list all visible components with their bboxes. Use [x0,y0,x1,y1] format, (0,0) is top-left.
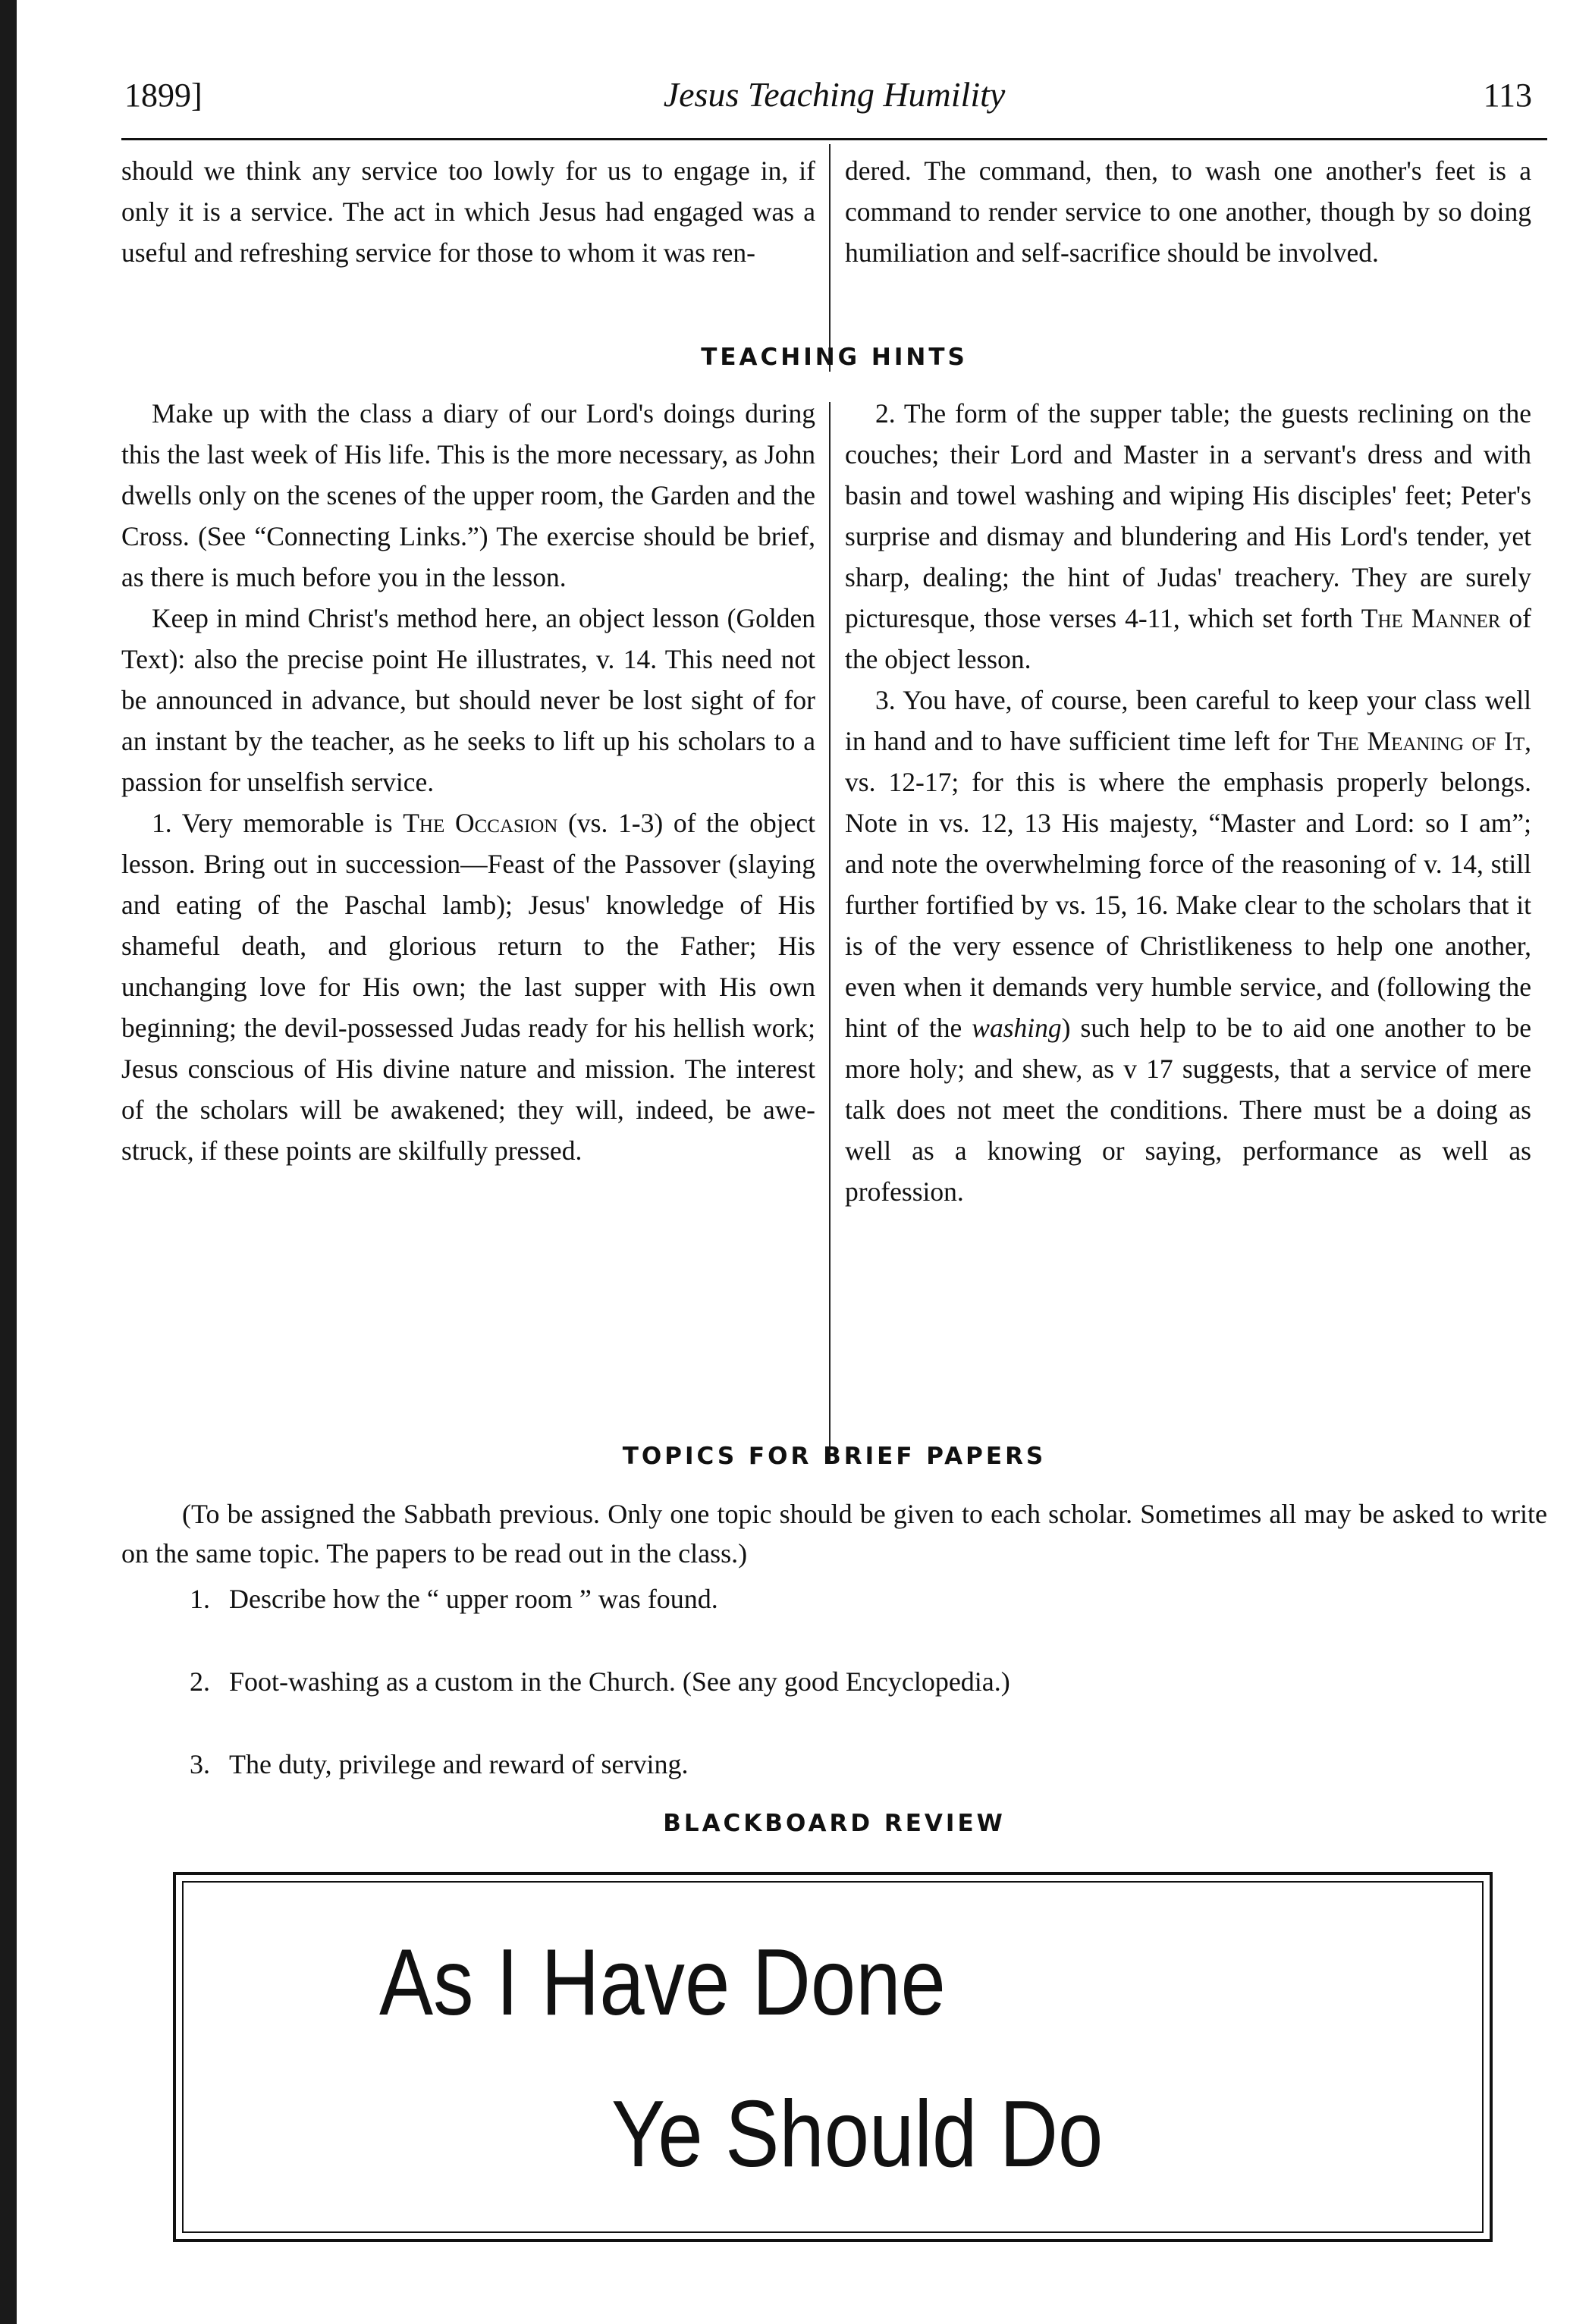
hint-meaning-rest: , vs. 12-17; for this is where the emphasis properly belongs. Note in vs. 12, 13 His majesty, “Master and Lord: so I am”; and note the overwhelming force of the reasoning of v. 14, still further fortified by vs. 15, 16. Make clear to the scholars that it is of the very essence of Christlikeness to help one another, even when it demands very humble service, and (following the hint of the [845,726,1531,1043]
page [121,53,1547,2298]
column-rule-top [829,144,831,372]
topic-text: The duty, privilege and reward of serving. [229,1749,689,1779]
intro-right-column [845,150,1531,273]
blackboard-heading: BLACKBOARD REVIEW [663,1810,1006,1837]
list-item [190,1662,1479,1745]
topic-number: 2. [190,1666,210,1697]
hint-meaning-caps: The Meaning of It [1317,726,1525,756]
hint-manner-rest: of the object lesson. [845,603,1531,674]
hint-meaning-rest2: ) such help to be to aid one another to be more holy; and shew, as v 17 suggests, that a service of mere talk does not meet the conditions. There must be a doing as well as a knowing or saying, performance as well as profession. [845,1013,1531,1207]
teaching-hints-right-column [845,393,1531,1212]
hint-meaning-lead: 3. You have, of course, been careful to keep your class well in hand and to have sufficient time left for [845,685,1531,756]
blackboard-frame [173,1872,1493,2242]
page-number: 113 [1483,77,1532,114]
teaching-hints-heading: TEACHING HINTS [701,344,968,371]
topics-note: (To be assigned the Sabbath previous. Only one topic should be given to each scholar. Sometimes all may be asked to write on the same topic. The papers to be read out in the class.) [121,1499,1547,1569]
hint-meaning-paragraph [845,680,1531,1212]
teaching-hints-left-column [121,393,815,1171]
hint-occasion-paragraph [121,802,815,1171]
topic-text: Foot-washing as a custom in the Church. (See any good Encyclopedia.) [229,1666,1010,1697]
topic-list [190,1579,1479,1827]
page-binding-edge [0,0,17,2324]
blackboard-line-1: As I Have Done [379,1930,946,2035]
running-head-year: 1899] [124,77,203,114]
topics-heading: TOPICS FOR BRIEF PAPERS [622,1443,1047,1470]
topic-text: Describe how the “ upper room ” was found. [229,1584,718,1614]
hint-meaning-italic: washing [972,1013,1062,1043]
hint-occasion-caps: The Occasion [403,808,558,838]
blackboard-line-2: Ye Should Do [611,2082,1104,2187]
intro-right-text: dered. The command, then, to wash one another's feet is a command to render service to one another, though by so doing humiliation and self-sacrifice should be involved. [845,155,1531,268]
list-item [190,1579,1479,1662]
hint-method-paragraph: Keep in mind Christ's method here, an object lesson (Golden Text): also the precise point He illustrates, v. 14. This need not be announced in advance, but should never be lost sight of for an instant by the teacher, as he seeks to lift up his scholars to a passion for unselfish service. [121,603,815,797]
topic-number: 3. [190,1749,210,1779]
header-rule [121,138,1547,140]
running-head-title: Jesus Teaching Humility [663,75,1006,114]
column-rule-middle [829,402,831,1464]
intro-left-column [121,150,815,273]
running-head [121,61,1547,121]
hint-diary-paragraph: Make up with the class a diary of our Lord's doings during this the last week of His life. This is the more necessary, as John dwells only on the scenes of the upper room, the Garden and the Cross. (See “Connecting Links.”) The exercise should be brief, as there is much before you in the lesson. [121,398,815,592]
hint-occasion-rest: (vs. 1-3) of the object lesson. Bring out in succession—Feast of the Passover (slaying and eating of the Paschal lamb); Jesus' knowledge of His shameful death, and glorious return to the Father; His unchanging love for His own; the last supper with His own beginning; the devil-possessed Judas ready for his hellish work; Jesus conscious of His divine nature and mission. The interest of the scholars will be awakened; they will, indeed, be awe-struck, if these points are skilfully pressed. [121,808,816,1166]
hint-manner-caps: The Manner [1361,603,1501,633]
hint-manner-lead: 2. The form of the supper table; the guests reclining on the couches; their Lord and Master in a servant's dress and with basin and towel washing and wiping His disciples' feet; Peter's surprise and dismay and blundering and His Lord's tender, yet sharp, dealing; the hint of Judas' treachery. They are surely picturesque, those verses 4-11, which set forth [845,398,1531,633]
intro-left-text: should we think any service too lowly for us to engage in, if only it is a service. The act in which Jesus had engaged was a useful and refreshing service for those to whom it was ren- [121,155,815,268]
hint-occasion-lead: 1. Very memorable is [152,808,403,838]
hint-manner-paragraph [845,393,1531,680]
topic-number: 1. [190,1584,210,1614]
